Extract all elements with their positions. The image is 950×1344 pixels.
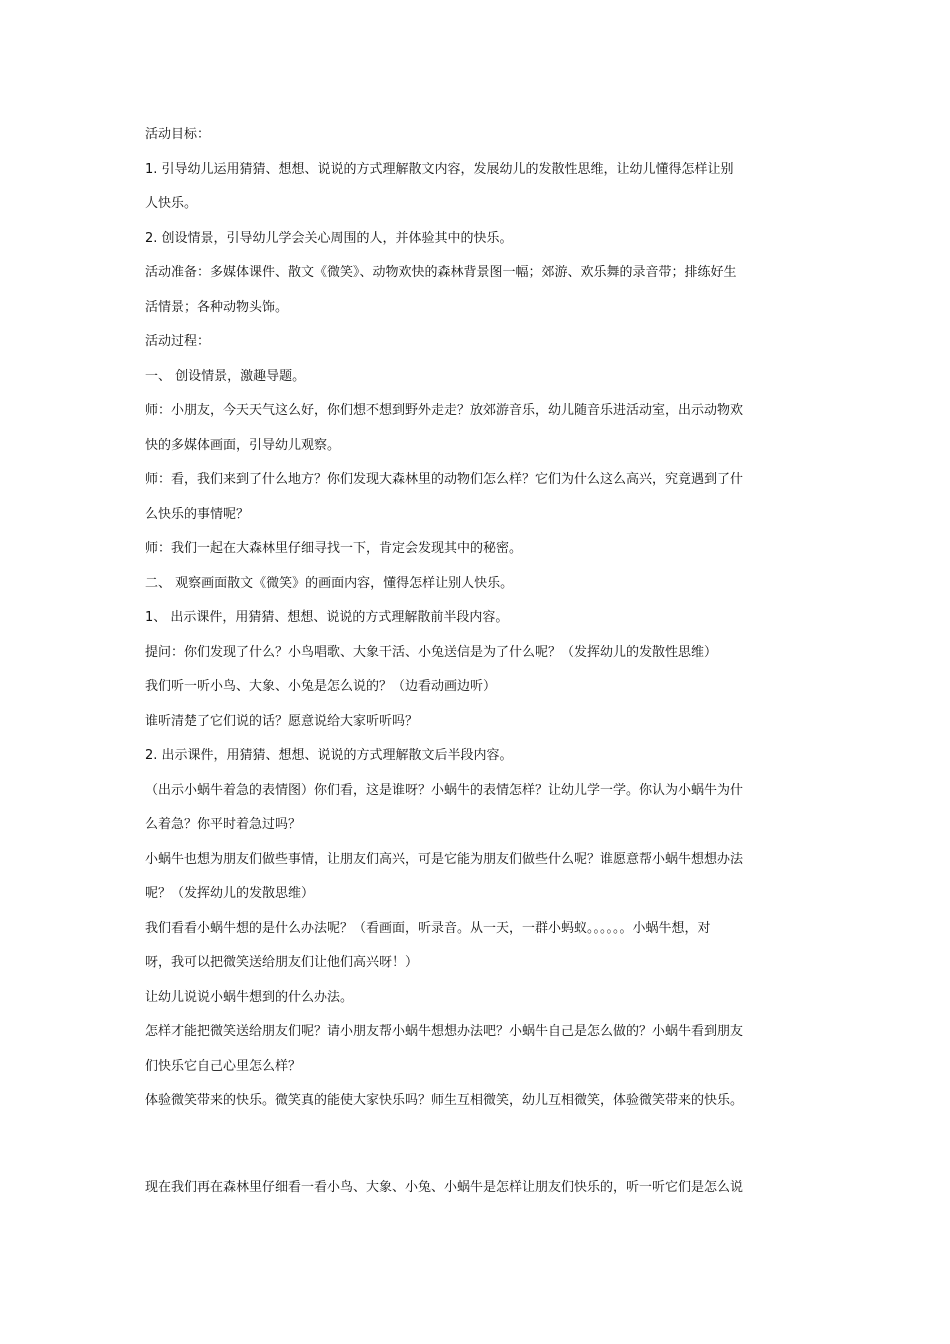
paragraph-gap [145, 1119, 810, 1171]
paragraph-line: 提问：你们发现了什么？小鸟唱歌、大象干活、小兔送信是为了什么呢？（发挥幼儿的发散性思维） [145, 644, 718, 660]
paragraph-line: 么快乐的事情呢？ [145, 506, 250, 522]
paragraph-line: （出示小蜗牛着急的表情图）你们看，这是谁呀？小蜗牛的表情怎样？让幼儿学一学。你认为小蜗牛为什 [145, 782, 744, 798]
paragraph-line: 快的多媒体画面，引导幼儿观察。 [145, 437, 341, 453]
paragraph-line: 2. 创设情景，引导幼儿学会关心周围的人，并体验其中的快乐。 [145, 230, 513, 246]
document-body [145, 118, 810, 1205]
paragraph-line: 人快乐。 [145, 196, 198, 211]
paragraph-line: 么着急？你平时着急过吗？ [145, 817, 302, 832]
paragraph-line: 活情景；各种动物头饰。 [145, 299, 289, 315]
heading-activity-goals: 活动目标： [145, 127, 211, 142]
paragraph-line: 现在我们再在森林里仔细看一看小鸟、大象、小兔、小蜗牛是怎样让朋友们快乐的，听一听它们是怎么说 [145, 1179, 744, 1195]
paragraph-line: 体验微笑带来的快乐。微笑真的能使大家快乐吗？师生互相微笑，幼儿互相微笑，体验微笑带来的快乐。 [145, 1093, 744, 1108]
paragraph-line: 师：看，我们来到了什么地方？你们发现大森林里的动物们怎么样？它们为什么这么高兴，究竟遇到了什 [145, 472, 744, 487]
paragraph-line: 活动准备：多媒体课件、散文《微笑》、动物欢快的森林背景图一幅；郊游、欢乐舞的录音带；排练好生 [145, 265, 737, 280]
paragraph-line: 师：小朋友，今天天气这么好，你们想不想到野外走走？放郊游音乐，幼儿随音乐进活动室，出示动物欢 [145, 403, 744, 418]
paragraph-line: 1、 出示课件，用猜猜、想想、说说的方式理解散前半段内容。 [145, 610, 509, 625]
paragraph-line: 让幼儿说说小蜗牛想到的什么办法。 [145, 989, 354, 1005]
paragraph-line: 我们看看小蜗牛想的是什么办法呢？（看画面，听录音。从一天，一群小蚂蚁。。。。。。小蜗牛想，对 [145, 920, 711, 936]
heading-activity-process: 活动过程： [145, 334, 211, 349]
paragraph-line: 呢？（发挥幼儿的发散思维） [145, 886, 315, 901]
paragraph-line: 2. 出示课件，用猜猜、想想、说说的方式理解散文后半段内容。 [145, 748, 513, 763]
paragraph-line: 怎样才能把微笑送给朋友们呢？请小朋友帮小蜗牛想想办法吧？小蜗牛自己是怎么做的？小蜗牛看到朋友 [145, 1024, 744, 1039]
paragraph-line: 谁听清楚了它们说的话？愿意说给大家听听吗？ [145, 713, 419, 729]
paragraph-line: 我们听一听小鸟、大象、小兔是怎么说的？（边看动画边听） [145, 679, 497, 694]
paragraph-line: 师：我们一起在大森林里仔细寻找一下，肯定会发现其中的秘密。 [145, 541, 523, 556]
section-heading: 一、 创设情景，激趣导题。 [145, 368, 306, 384]
paragraph-line: 1. 引导幼儿运用猜猜、想想、说说的方式理解散文内容，发展幼儿的发散性思维，让幼儿懂得怎样让别 [145, 161, 734, 177]
paragraph-line: 呀，我可以把微笑送给朋友们让他们高兴呀！） [145, 955, 419, 970]
section-heading: 二、 观察画面散文《微笑》的画面内容，懂得怎样让别人快乐。 [145, 575, 514, 591]
paragraph-line: 们快乐它自己心里怎么样？ [145, 1058, 302, 1074]
paragraph-line: 小蜗牛也想为朋友们做些事情，让朋友们高兴，可是它能为朋友们做些什么呢？谁愿意帮小蜗牛想想办法 [145, 851, 744, 867]
